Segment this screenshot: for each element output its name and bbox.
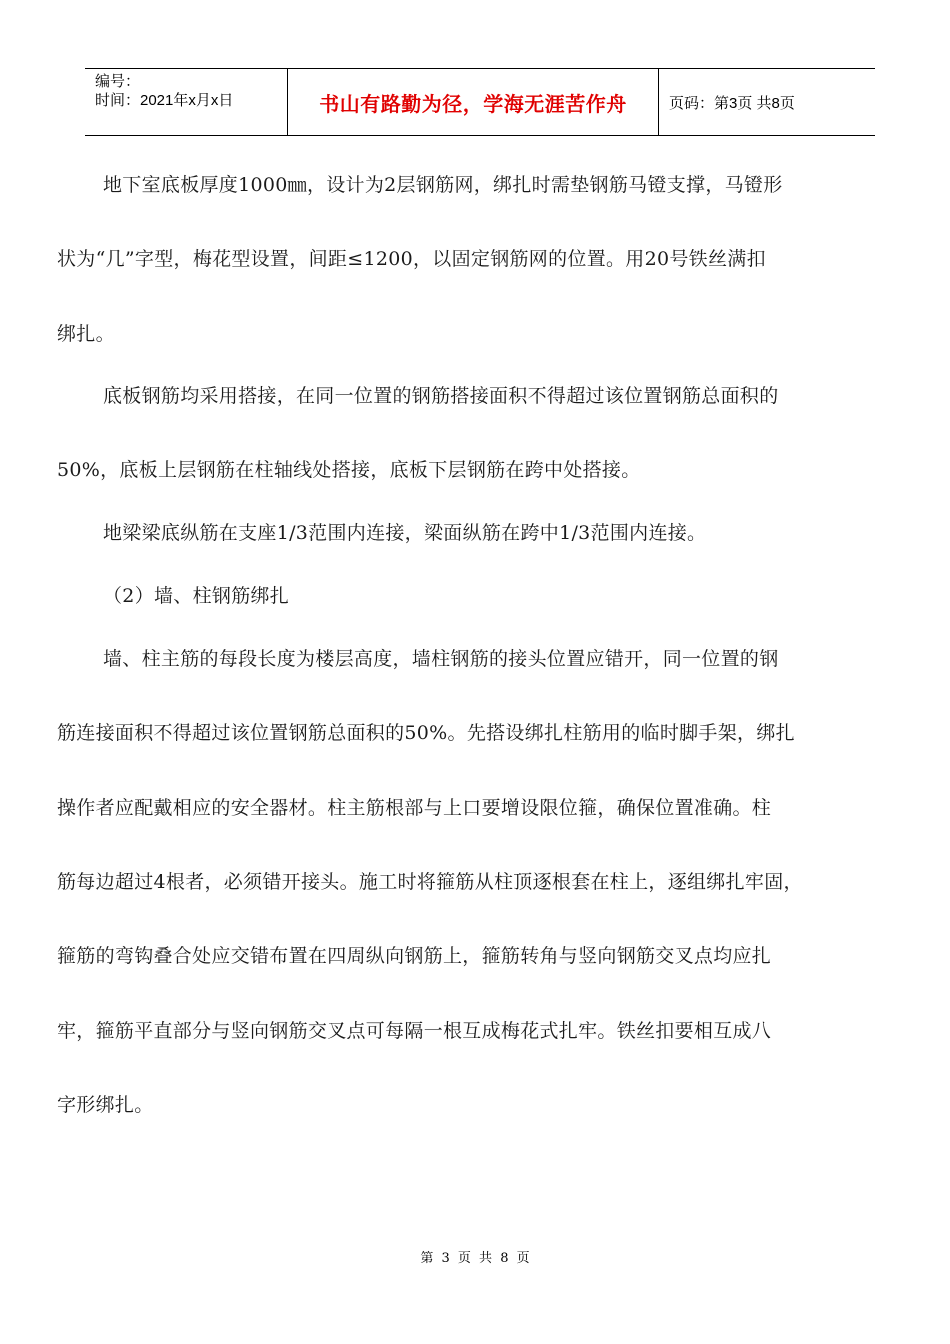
body-line: 底板钢筋均采用搭接，在同一位置的钢筋搭接面积不得超过该位置钢筋总面积的 (103, 385, 779, 407)
body-line: 牢，箍筋平直部分与竖向钢筋交叉点可每隔一根互成梅花式扎牢。铁丝扣要相互成八 (57, 1020, 772, 1042)
header-page-info: 页码：第3页 共8页 (669, 94, 795, 112)
body-line: 50%，底板上层钢筋在柱轴线处搭接，底板下层钢筋在跨中处搭接。 (57, 459, 641, 481)
body-line: 筋每边超过4根者，必须错开接头。施工时将箍筋从柱顶逐根套在柱上，逐组绑扎牢固， (57, 871, 803, 893)
body-line: 地下室底板厚度1000㎜，设计为2层钢筋网，绑扎时需垫钢筋马镫支撑，马镫形 (103, 174, 783, 196)
body-line: 绑扎。 (57, 323, 115, 345)
body-line: 状为“几”字型，梅花型设置，间距≤1200，以固定钢筋网的位置。用20号铁丝满扣 (57, 248, 766, 270)
body-line: 墙、柱主筋的每段长度为楼层高度，墙柱钢筋的接头位置应错开，同一位置的钢 (103, 648, 779, 670)
page-footer: 第 3 页 共 8 页 (420, 1251, 530, 1266)
document-number-label: 编号： (95, 73, 141, 90)
body-line: 箍筋的弯钩叠合处应交错布置在四周纵向钢筋上，箍筋转角与竖向钢筋交叉点均应扎 (57, 945, 772, 967)
page-header (85, 68, 875, 136)
header-motto: 书山有路勤为径，学海无涯苦作舟 (287, 69, 659, 135)
body-line: 字形绑扎。 (57, 1094, 154, 1116)
body-line: 地梁梁底纵筋在支座1/3范围内连接，梁面纵筋在跨中1/3范围内连接。 (103, 522, 707, 544)
document-time: 时间：2021年x月x日 (95, 92, 234, 109)
header-meta (85, 69, 287, 135)
section-heading: （2）墙、柱钢筋绑扎 (103, 585, 290, 607)
body-line: 操作者应配戴相应的安全器材。柱主筋根部与上口要增设限位箍，确保位置准确。柱 (57, 797, 772, 819)
body-line: 筋连接面积不得超过该位置钢筋总面积的50%。先搭设绑扎柱筋用的临时脚手架，绑扎 (57, 722, 795, 744)
